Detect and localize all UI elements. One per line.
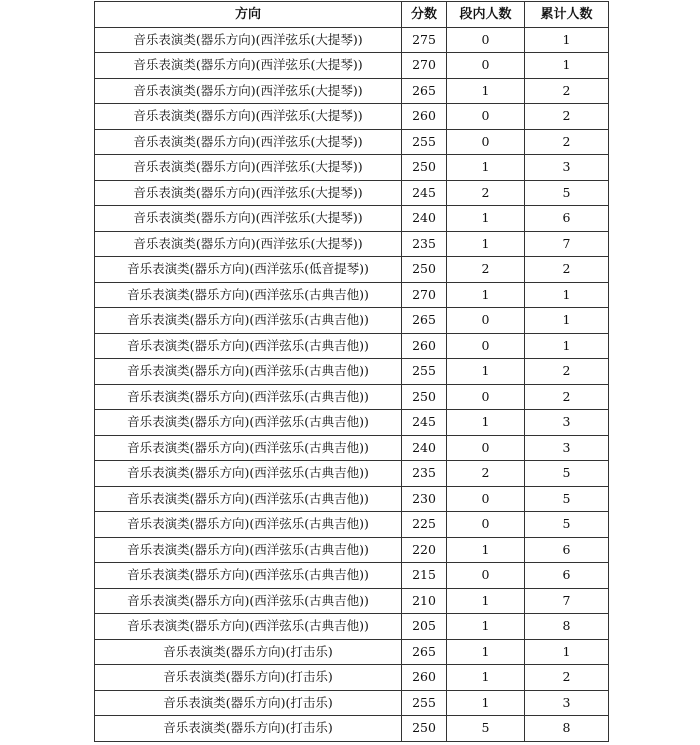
cell-direction: 音乐表演类(器乐方向)(西洋弦乐(大提琴)) [95,155,402,181]
cell-score: 250 [402,384,447,410]
table-row [95,563,609,589]
cell-segment-count: 0 [447,129,525,155]
cell-score: 255 [402,690,447,716]
cell-direction: 音乐表演类(器乐方向)(西洋弦乐(大提琴)) [95,180,402,206]
cell-score: 260 [402,665,447,691]
cell-direction: 音乐表演类(器乐方向)(西洋弦乐(古典吉他)) [95,614,402,640]
table-row [95,53,609,79]
table-row [95,486,609,512]
cell-direction: 音乐表演类(器乐方向)(西洋弦乐(古典吉他)) [95,308,402,334]
cell-segment-count: 2 [447,461,525,487]
cell-score: 250 [402,257,447,283]
table-row [95,180,609,206]
cell-score: 275 [402,27,447,53]
cell-score: 255 [402,129,447,155]
cell-segment-count: 0 [447,435,525,461]
cell-score: 220 [402,537,447,563]
cell-cumulative-count: 1 [525,27,609,53]
column-header-score: 分数 [402,2,447,28]
table-header-row [95,2,609,28]
cell-cumulative-count: 6 [525,206,609,232]
table-row [95,639,609,665]
cell-direction: 音乐表演类(器乐方向)(西洋弦乐(大提琴)) [95,78,402,104]
cell-segment-count: 0 [447,27,525,53]
cell-score: 245 [402,410,447,436]
cell-score: 240 [402,206,447,232]
cell-score: 250 [402,155,447,181]
cell-direction: 音乐表演类(器乐方向)(西洋弦乐(古典吉他)) [95,461,402,487]
table-row [95,614,609,640]
cell-direction: 音乐表演类(器乐方向)(西洋弦乐(古典吉他)) [95,384,402,410]
cell-direction: 音乐表演类(器乐方向)(西洋弦乐(古典吉他)) [95,435,402,461]
cell-score: 235 [402,231,447,257]
cell-segment-count: 0 [447,486,525,512]
cell-segment-count: 1 [447,665,525,691]
table-row [95,155,609,181]
cell-cumulative-count: 6 [525,537,609,563]
cell-segment-count: 1 [447,206,525,232]
score-table [94,1,609,742]
cell-segment-count: 1 [447,537,525,563]
cell-segment-count: 1 [447,410,525,436]
cell-cumulative-count: 2 [525,665,609,691]
table-row [95,104,609,130]
cell-cumulative-count: 6 [525,563,609,589]
cell-segment-count: 1 [447,639,525,665]
cell-direction: 音乐表演类(器乐方向)(西洋弦乐(大提琴)) [95,129,402,155]
cell-direction: 音乐表演类(器乐方向)(西洋弦乐(大提琴)) [95,206,402,232]
cell-cumulative-count: 1 [525,308,609,334]
cell-direction: 音乐表演类(器乐方向)(西洋弦乐(古典吉他)) [95,486,402,512]
table-row [95,512,609,538]
cell-score: 255 [402,359,447,385]
cell-direction: 音乐表演类(器乐方向)(西洋弦乐(大提琴)) [95,104,402,130]
cell-score: 245 [402,180,447,206]
table-row [95,461,609,487]
table-row [95,129,609,155]
cell-direction: 音乐表演类(器乐方向)(打击乐) [95,690,402,716]
table-row [95,308,609,334]
cell-cumulative-count: 5 [525,461,609,487]
cell-segment-count: 0 [447,104,525,130]
cell-segment-count: 2 [447,180,525,206]
cell-direction: 音乐表演类(器乐方向)(西洋弦乐(古典吉他)) [95,410,402,436]
table-row [95,78,609,104]
cell-cumulative-count: 3 [525,410,609,436]
cell-score: 270 [402,53,447,79]
cell-segment-count: 1 [447,690,525,716]
cell-score: 265 [402,639,447,665]
cell-cumulative-count: 7 [525,588,609,614]
table-row [95,257,609,283]
cell-cumulative-count: 1 [525,639,609,665]
cell-segment-count: 1 [447,282,525,308]
table-row [95,206,609,232]
cell-direction: 音乐表演类(器乐方向)(打击乐) [95,716,402,742]
cell-segment-count: 1 [447,78,525,104]
cell-cumulative-count: 3 [525,690,609,716]
cell-segment-count: 1 [447,231,525,257]
table-row [95,665,609,691]
cell-direction: 音乐表演类(器乐方向)(西洋弦乐(古典吉他)) [95,333,402,359]
cell-cumulative-count: 2 [525,104,609,130]
table-row [95,359,609,385]
cell-cumulative-count: 2 [525,384,609,410]
cell-direction: 音乐表演类(器乐方向)(打击乐) [95,639,402,665]
cell-cumulative-count: 2 [525,78,609,104]
cell-score: 225 [402,512,447,538]
column-header-direction: 方向 [95,2,402,28]
cell-cumulative-count: 1 [525,53,609,79]
cell-score: 265 [402,78,447,104]
cell-direction: 音乐表演类(器乐方向)(西洋弦乐(古典吉他)) [95,588,402,614]
cell-direction: 音乐表演类(器乐方向)(西洋弦乐(古典吉他)) [95,282,402,308]
cell-cumulative-count: 5 [525,486,609,512]
cell-direction: 音乐表演类(器乐方向)(西洋弦乐(低音提琴)) [95,257,402,283]
table-row [95,410,609,436]
cell-segment-count: 5 [447,716,525,742]
column-header-segment-count: 段内人数 [447,2,525,28]
table-row [95,231,609,257]
table-row [95,282,609,308]
table-body [95,27,609,741]
cell-direction: 音乐表演类(器乐方向)(西洋弦乐(大提琴)) [95,27,402,53]
cell-cumulative-count: 1 [525,282,609,308]
cell-score: 215 [402,563,447,589]
cell-direction: 音乐表演类(器乐方向)(西洋弦乐(古典吉他)) [95,563,402,589]
cell-score: 265 [402,308,447,334]
cell-cumulative-count: 8 [525,614,609,640]
cell-cumulative-count: 5 [525,512,609,538]
table-row [95,435,609,461]
cell-segment-count: 1 [447,359,525,385]
cell-score: 205 [402,614,447,640]
table-row [95,588,609,614]
cell-score: 260 [402,333,447,359]
table-row [95,690,609,716]
cell-cumulative-count: 3 [525,155,609,181]
table-row [95,333,609,359]
cell-score: 270 [402,282,447,308]
table-row [95,27,609,53]
cell-score: 230 [402,486,447,512]
table-row [95,537,609,563]
cell-score: 260 [402,104,447,130]
cell-direction: 音乐表演类(器乐方向)(西洋弦乐(古典吉他)) [95,512,402,538]
cell-cumulative-count: 2 [525,129,609,155]
cell-segment-count: 0 [447,308,525,334]
cell-cumulative-count: 2 [525,359,609,385]
cell-segment-count: 1 [447,155,525,181]
cell-score: 240 [402,435,447,461]
cell-direction: 音乐表演类(器乐方向)(西洋弦乐(古典吉他)) [95,537,402,563]
cell-segment-count: 0 [447,333,525,359]
table-row [95,384,609,410]
cell-cumulative-count: 1 [525,333,609,359]
cell-score: 210 [402,588,447,614]
cell-segment-count: 0 [447,512,525,538]
cell-direction: 音乐表演类(器乐方向)(西洋弦乐(大提琴)) [95,53,402,79]
cell-cumulative-count: 8 [525,716,609,742]
cell-cumulative-count: 7 [525,231,609,257]
column-header-cumulative-count: 累计人数 [525,2,609,28]
cell-segment-count: 1 [447,614,525,640]
cell-segment-count: 0 [447,563,525,589]
table-row [95,716,609,742]
cell-direction: 音乐表演类(器乐方向)(西洋弦乐(古典吉他)) [95,359,402,385]
cell-score: 250 [402,716,447,742]
cell-cumulative-count: 2 [525,257,609,283]
cell-score: 235 [402,461,447,487]
cell-direction: 音乐表演类(器乐方向)(西洋弦乐(大提琴)) [95,231,402,257]
cell-segment-count: 1 [447,588,525,614]
cell-cumulative-count: 3 [525,435,609,461]
cell-segment-count: 0 [447,384,525,410]
cell-cumulative-count: 5 [525,180,609,206]
cell-segment-count: 0 [447,53,525,79]
cell-segment-count: 2 [447,257,525,283]
cell-direction: 音乐表演类(器乐方向)(打击乐) [95,665,402,691]
